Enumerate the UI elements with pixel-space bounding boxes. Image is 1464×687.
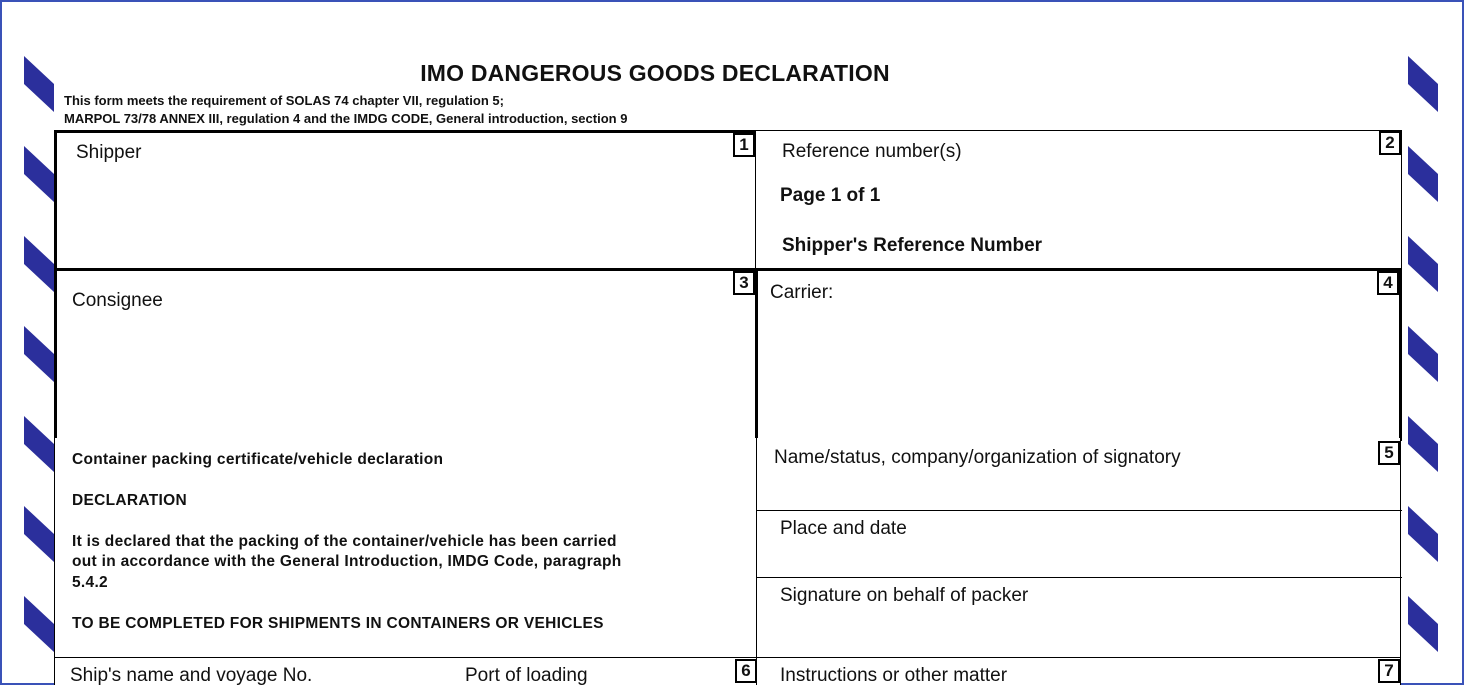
packing-certificate-box <box>54 438 757 660</box>
box-number-4: 4 <box>1377 271 1399 295</box>
packing-heading: Container packing certificate/vehicle declaration <box>72 451 444 468</box>
declaration-text-line-3: 5.4.2 <box>72 574 108 591</box>
shipper-box[interactable] <box>54 130 758 271</box>
signatory-box <box>756 438 1401 660</box>
divider <box>757 510 1402 511</box>
box-number-3: 3 <box>733 271 755 295</box>
box-number-6: 6 <box>735 659 757 683</box>
box-number-7: 7 <box>1378 659 1400 683</box>
declaration-text-line-2: out in accordance with the General Introduction, IMDG Code, paragraph <box>72 553 622 570</box>
signature-label: Signature on behalf of packer <box>780 585 1029 606</box>
form-title: IMO DANGEROUS GOODS DECLARATION <box>420 60 890 86</box>
port-of-loading-label: Port of loading <box>465 665 588 686</box>
shipper-label: Shipper <box>76 142 142 163</box>
declaration-heading: DECLARATION <box>72 492 187 509</box>
declaration-text-line-1: It is declared that the packing of the container/vehicle has been carried <box>72 533 617 550</box>
consignee-label: Consignee <box>72 290 163 311</box>
carrier-box[interactable] <box>755 268 1402 441</box>
container-shipments-note: TO BE COMPLETED FOR SHIPMENTS IN CONTAINERS OR VEHICLES <box>72 615 604 632</box>
box-number-1: 1 <box>733 133 755 157</box>
reference-label: Reference number(s) <box>782 141 962 162</box>
carrier-label: Carrier: <box>770 282 834 303</box>
signatory-name-label: Name/status, company/organization of signatory <box>774 447 1181 468</box>
ship-name-voyage-label: Ship's name and voyage No. <box>70 665 313 686</box>
consignee-box[interactable] <box>54 268 758 441</box>
vessel-box[interactable] <box>54 657 757 685</box>
box-number-5: 5 <box>1378 441 1400 465</box>
place-date-label: Place and date <box>780 518 907 539</box>
instructions-label: Instructions or other matter <box>780 665 1008 686</box>
left-hazard-stripes <box>24 56 54 685</box>
form-subtitle-line-2: MARPOL 73/78 ANNEX III, regulation 4 and the IMDG CODE, General introduction, section 9 <box>64 111 628 126</box>
shipper-reference-number: Shipper's Reference Number <box>782 235 1043 256</box>
page-count: Page 1 of 1 <box>780 185 881 206</box>
box-number-2: 2 <box>1379 131 1401 155</box>
reference-box[interactable] <box>755 130 1402 271</box>
right-hazard-stripes <box>1408 56 1438 685</box>
form-subtitle-line-1: This form meets the requirement of SOLAS 74 chapter VII, regulation 5; <box>64 93 504 108</box>
divider <box>757 577 1402 578</box>
instructions-box[interactable] <box>756 657 1401 685</box>
